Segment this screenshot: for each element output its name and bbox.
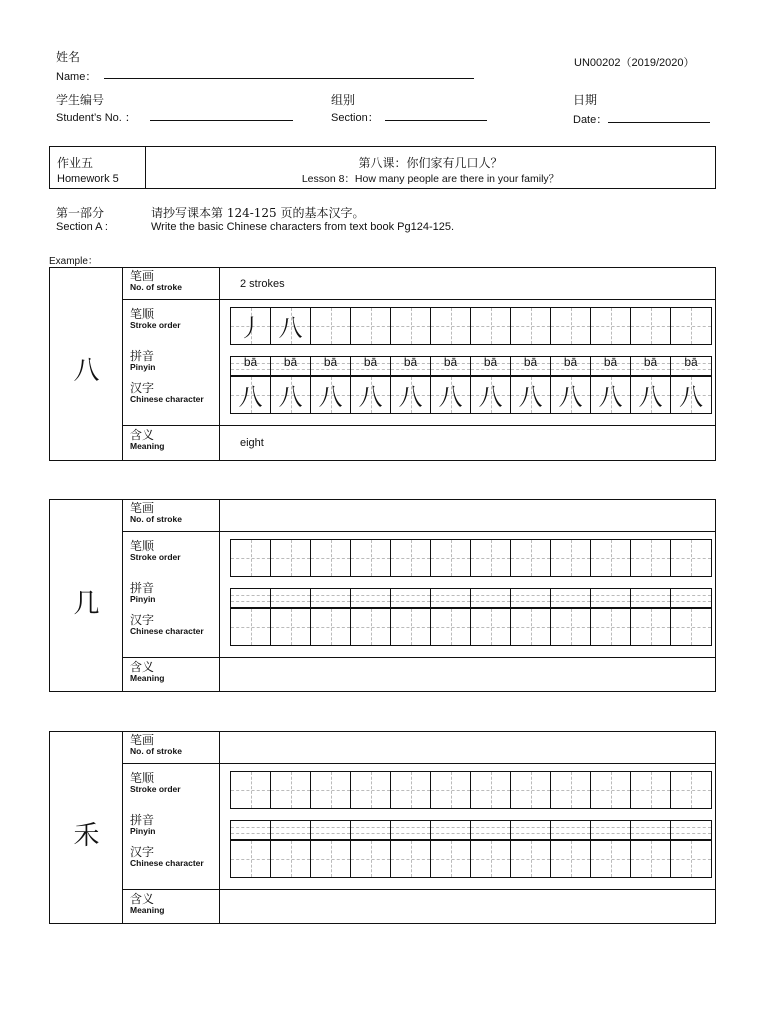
stroke-order-grid-cell[interactable] — [271, 308, 311, 344]
pinyin-grid-cell[interactable] — [511, 357, 551, 375]
target-character: 八 — [73, 356, 100, 386]
stroke-order-grid-cell[interactable] — [551, 772, 591, 808]
pinyin-grid-cell[interactable] — [671, 357, 711, 375]
meaning-label-zh: 含义 — [130, 892, 155, 906]
character-grid-cell[interactable] — [231, 841, 271, 877]
stroke-order-grid-cell[interactable] — [351, 308, 391, 344]
strokes-value[interactable]: 2 strokes — [240, 278, 285, 290]
character-grid-cell[interactable] — [311, 609, 351, 645]
stroke-order-row-label — [130, 772, 181, 795]
stroke-order-grid — [230, 539, 712, 577]
pinyin-label-en: Pinyin — [130, 362, 156, 373]
stroke-order-grid-cell[interactable] — [591, 540, 631, 576]
stroke-order-row-label — [130, 308, 181, 331]
pinyin-label-zh: 拼音 — [130, 349, 155, 363]
character-grid-text: 八 — [278, 382, 303, 411]
pinyin-row-label — [130, 814, 156, 837]
section-a-instruction-zh: 请抄写课本第 124-125 页的基本汉字。 — [151, 206, 365, 220]
homework-label-zh: 作业五 — [57, 156, 94, 170]
pinyin-grid-cell[interactable] — [231, 589, 271, 607]
pinyin-grid-cell[interactable] — [471, 357, 511, 375]
stroke-order-label-zh: 笔顺 — [130, 771, 155, 785]
character-grid-cell[interactable] — [271, 609, 311, 645]
character-grid-text: 八 — [318, 382, 343, 411]
pinyin-grid-cell[interactable] — [391, 589, 431, 607]
pinyin-grid-cell[interactable] — [631, 357, 671, 375]
stroke-order-grid-cell[interactable] — [431, 540, 471, 576]
meaning-label-en: Meaning — [130, 905, 165, 916]
homework-label-en: Homework 5 — [57, 173, 119, 185]
char-label-zh: 汉字 — [130, 381, 155, 395]
pinyin-grid-cell[interactable] — [391, 821, 431, 839]
character-grid-cell[interactable] — [471, 609, 511, 645]
pinyin-label-zh: 拼音 — [130, 581, 155, 595]
stroke-order-grid-cell[interactable] — [551, 540, 591, 576]
character-grid-cell[interactable] — [471, 841, 511, 877]
stroke-order-grid-cell[interactable] — [471, 308, 511, 344]
pinyin-grid-cell[interactable] — [551, 589, 591, 607]
strokes-label-zh: 笔画 — [130, 501, 155, 515]
pinyin-grid-cell[interactable] — [511, 589, 551, 607]
section-label-zh: 组别 — [331, 93, 356, 107]
stroke-order-label-zh: 笔顺 — [130, 307, 155, 321]
date-field[interactable] — [608, 122, 710, 123]
character-grid-cell[interactable] — [271, 841, 311, 877]
character-grid-cell[interactable] — [391, 609, 431, 645]
lesson-title-zh: 第八课：你们家有几口人？ — [358, 156, 503, 170]
character-grid-cell[interactable] — [551, 609, 591, 645]
student-no-field[interactable] — [150, 120, 293, 121]
stroke-order-grid-text: 丿 — [238, 313, 263, 342]
lesson-title-en: Lesson 8：How many people are there in your family？ — [301, 173, 560, 185]
character-card-example — [49, 267, 716, 461]
pinyin-row-label — [130, 350, 156, 373]
stroke-order-grid-cell[interactable] — [351, 540, 391, 576]
character-grid-cell[interactable] — [391, 841, 431, 877]
character-grid — [230, 376, 712, 414]
stroke-order-grid-cell[interactable] — [271, 540, 311, 576]
pinyin-label-zh: 拼音 — [130, 813, 155, 827]
stroke-order-grid-cell[interactable] — [671, 772, 711, 808]
pinyin-grid — [230, 820, 712, 840]
pinyin-grid-cell[interactable] — [231, 821, 271, 839]
student-no-label-zh: 学生编号 — [56, 93, 105, 107]
pinyin-grid-text: bā — [643, 355, 658, 369]
pinyin-grid — [230, 356, 712, 376]
pinyin-grid-text: bā — [684, 355, 698, 369]
pinyin-grid-text: bā — [323, 355, 338, 369]
char-label-en: Chinese character — [130, 626, 204, 637]
section-a-instruction-en: Write the basic Chinese characters from text book Pg124-125. — [151, 221, 455, 233]
char-row-label — [130, 614, 204, 637]
example-label: Example： — [49, 256, 98, 267]
stroke-order-grid-cell[interactable] — [511, 540, 551, 576]
strokes-label-zh: 笔画 — [130, 269, 155, 283]
character-grid-cell[interactable] — [511, 841, 551, 877]
pinyin-grid-text: bā — [603, 355, 618, 369]
pinyin-grid-cell[interactable] — [271, 589, 311, 607]
pinyin-grid-cell[interactable] — [471, 589, 511, 607]
pinyin-grid-cell[interactable] — [231, 357, 271, 375]
name-label-zh: 姓名 — [56, 50, 81, 64]
character-grid-cell[interactable] — [511, 377, 551, 413]
pinyin-grid — [230, 588, 712, 608]
pinyin-grid-cell[interactable] — [591, 821, 631, 839]
pinyin-grid-cell[interactable] — [591, 589, 631, 607]
char-label-en: Chinese character — [130, 394, 204, 405]
pinyin-grid-cell[interactable] — [311, 357, 351, 375]
section-field[interactable] — [385, 120, 487, 121]
character-grid-cell[interactable] — [631, 377, 671, 413]
pinyin-row-label — [130, 582, 156, 605]
pinyin-grid-cell[interactable] — [551, 821, 591, 839]
meaning-label-en: Meaning — [130, 673, 165, 684]
character-grid-cell[interactable] — [631, 841, 671, 877]
stroke-order-grid-cell[interactable] — [471, 540, 511, 576]
character-grid-cell[interactable] — [231, 377, 271, 413]
target-character: 几 — [73, 589, 100, 619]
pinyin-grid-cell[interactable] — [431, 821, 471, 839]
section-label-en: Section： — [331, 112, 379, 124]
meaning-label-en: Meaning — [130, 441, 165, 452]
meaning-row-label — [130, 429, 164, 452]
pinyin-grid-cell[interactable] — [351, 821, 391, 839]
stroke-order-grid-cell[interactable] — [631, 540, 671, 576]
strokes-label-en: No. of stroke — [130, 514, 182, 525]
character-grid-cell[interactable] — [351, 841, 391, 877]
pinyin-grid-cell[interactable] — [591, 357, 631, 375]
character-grid-cell[interactable] — [231, 609, 271, 645]
date-label-en: Date： — [573, 114, 608, 126]
pinyin-grid-cell[interactable] — [551, 357, 591, 375]
pinyin-grid-cell[interactable] — [671, 821, 711, 839]
pinyin-grid-cell[interactable] — [471, 821, 511, 839]
character-grid — [230, 608, 712, 646]
stroke-order-grid-text: 八 — [278, 313, 303, 342]
name-field[interactable] — [104, 78, 474, 79]
meaning-value[interactable]: eight — [240, 437, 264, 449]
strokes-row-label — [130, 734, 182, 757]
pinyin-grid-text: bā — [243, 355, 258, 369]
pinyin-grid-text: bā — [403, 355, 418, 369]
character-grid-cell[interactable] — [631, 609, 671, 645]
name-label-en: Name： — [56, 71, 97, 83]
pinyin-grid-text: bā — [443, 355, 458, 369]
pinyin-grid-text: bā — [523, 355, 538, 369]
char-label-en: Chinese character — [130, 858, 204, 869]
stroke-order-grid-cell[interactable] — [511, 772, 551, 808]
strokes-row-label — [130, 502, 182, 525]
stroke-order-grid-cell[interactable] — [671, 308, 711, 344]
stroke-order-grid-cell[interactable] — [591, 308, 631, 344]
char-label-zh: 汉字 — [130, 845, 155, 859]
meaning-label-zh: 含义 — [130, 660, 155, 674]
stroke-order-grid-cell[interactable] — [311, 308, 351, 344]
stroke-order-grid-cell[interactable] — [231, 308, 271, 344]
pinyin-grid-cell[interactable] — [511, 821, 551, 839]
stroke-order-label-en: Stroke order — [130, 552, 181, 563]
pinyin-grid-cell[interactable] — [271, 357, 311, 375]
stroke-order-grid-cell[interactable] — [311, 772, 351, 808]
character-grid-cell[interactable] — [591, 609, 631, 645]
character-grid-cell[interactable] — [591, 377, 631, 413]
meaning-row-label — [130, 893, 164, 916]
character-grid-text: 八 — [598, 382, 623, 411]
character-grid-text: 八 — [638, 382, 663, 411]
stroke-order-grid-cell[interactable] — [671, 540, 711, 576]
character-grid-text: 八 — [438, 382, 463, 411]
stroke-order-grid-cell[interactable] — [311, 540, 351, 576]
character-card — [49, 731, 716, 924]
date-label-zh: 日期 — [573, 93, 598, 107]
stroke-order-grid-cell[interactable] — [431, 308, 471, 344]
stroke-order-grid-cell[interactable] — [391, 540, 431, 576]
stroke-order-grid-cell[interactable] — [631, 308, 671, 344]
stroke-order-grid-cell[interactable] — [391, 308, 431, 344]
character-grid — [230, 840, 712, 878]
stroke-order-grid-cell[interactable] — [231, 540, 271, 576]
character-grid-cell[interactable] — [431, 841, 471, 877]
character-grid-cell[interactable] — [551, 377, 591, 413]
character-grid-cell[interactable] — [391, 377, 431, 413]
pinyin-grid-cell[interactable] — [431, 357, 471, 375]
pinyin-grid-cell[interactable] — [631, 821, 671, 839]
character-grid-cell[interactable] — [431, 377, 471, 413]
char-row-label — [130, 382, 204, 405]
pinyin-grid-cell[interactable] — [311, 821, 351, 839]
character-grid-cell[interactable] — [351, 377, 391, 413]
pinyin-grid-cell[interactable] — [311, 589, 351, 607]
stroke-order-grid-cell[interactable] — [631, 772, 671, 808]
character-grid-cell[interactable] — [511, 609, 551, 645]
stroke-order-row-label — [130, 540, 181, 563]
pinyin-grid-cell[interactable] — [391, 357, 431, 375]
strokes-label-zh: 笔画 — [130, 733, 155, 747]
stroke-order-grid — [230, 307, 712, 345]
character-grid-cell[interactable] — [671, 841, 711, 877]
character-grid-text: 八 — [358, 382, 383, 411]
student-no-label-en: Student’s No. ： — [56, 112, 136, 124]
pinyin-grid-cell[interactable] — [351, 357, 391, 375]
character-grid-cell[interactable] — [311, 377, 351, 413]
section-a-label-en: Section A : — [56, 221, 108, 233]
pinyin-grid-cell[interactable] — [631, 589, 671, 607]
pinyin-label-en: Pinyin — [130, 826, 156, 837]
character-grid-cell[interactable] — [431, 609, 471, 645]
pinyin-grid-text: bā — [483, 355, 498, 369]
target-character: 禾 — [73, 821, 100, 851]
meaning-row-label — [130, 661, 164, 684]
character-grid-cell[interactable] — [311, 841, 351, 877]
character-grid-cell[interactable] — [471, 377, 511, 413]
stroke-order-grid-cell[interactable] — [231, 772, 271, 808]
character-grid-cell[interactable] — [671, 609, 711, 645]
meaning-label-zh: 含义 — [130, 428, 155, 442]
character-grid-cell[interactable] — [271, 377, 311, 413]
character-grid-text: 八 — [398, 382, 423, 411]
pinyin-grid-cell[interactable] — [431, 589, 471, 607]
char-row-label — [130, 846, 204, 869]
stroke-order-grid-cell[interactable] — [511, 308, 551, 344]
pinyin-label-en: Pinyin — [130, 594, 156, 605]
pinyin-grid-cell[interactable] — [271, 821, 311, 839]
character-grid-cell[interactable] — [591, 841, 631, 877]
pinyin-grid-cell[interactable] — [671, 589, 711, 607]
char-label-zh: 汉字 — [130, 613, 155, 627]
stroke-order-grid-cell[interactable] — [271, 772, 311, 808]
stroke-order-grid-cell[interactable] — [591, 772, 631, 808]
strokes-label-en: No. of stroke — [130, 282, 182, 293]
character-grid-text: 八 — [518, 382, 543, 411]
character-card — [49, 499, 716, 692]
character-grid-text: 八 — [679, 382, 703, 411]
character-grid-text: 八 — [478, 382, 503, 411]
course-code: UN00202（2019/2020） — [574, 57, 695, 69]
stroke-order-grid-cell[interactable] — [551, 308, 591, 344]
homework-box — [49, 146, 716, 189]
character-grid-text: 八 — [558, 382, 583, 411]
stroke-order-label-zh: 笔顺 — [130, 539, 155, 553]
stroke-order-grid — [230, 771, 712, 809]
stroke-order-grid-cell[interactable] — [351, 772, 391, 808]
strokes-row-label — [130, 270, 182, 293]
pinyin-grid-text: bā — [363, 355, 378, 369]
character-grid-cell[interactable] — [551, 841, 591, 877]
character-grid-cell[interactable] — [671, 377, 711, 413]
stroke-order-label-en: Stroke order — [130, 320, 181, 331]
stroke-order-grid-cell[interactable] — [471, 772, 511, 808]
stroke-order-label-en: Stroke order — [130, 784, 181, 795]
strokes-label-en: No. of stroke — [130, 746, 182, 757]
stroke-order-grid-cell[interactable] — [431, 772, 471, 808]
character-grid-cell[interactable] — [351, 609, 391, 645]
section-a-label-zh: 第一部分 — [56, 206, 105, 220]
stroke-order-grid-cell[interactable] — [391, 772, 431, 808]
pinyin-grid-text: bā — [283, 355, 298, 369]
pinyin-grid-cell[interactable] — [351, 589, 391, 607]
character-grid-text: 八 — [238, 382, 263, 411]
pinyin-grid-text: bā — [563, 355, 578, 369]
